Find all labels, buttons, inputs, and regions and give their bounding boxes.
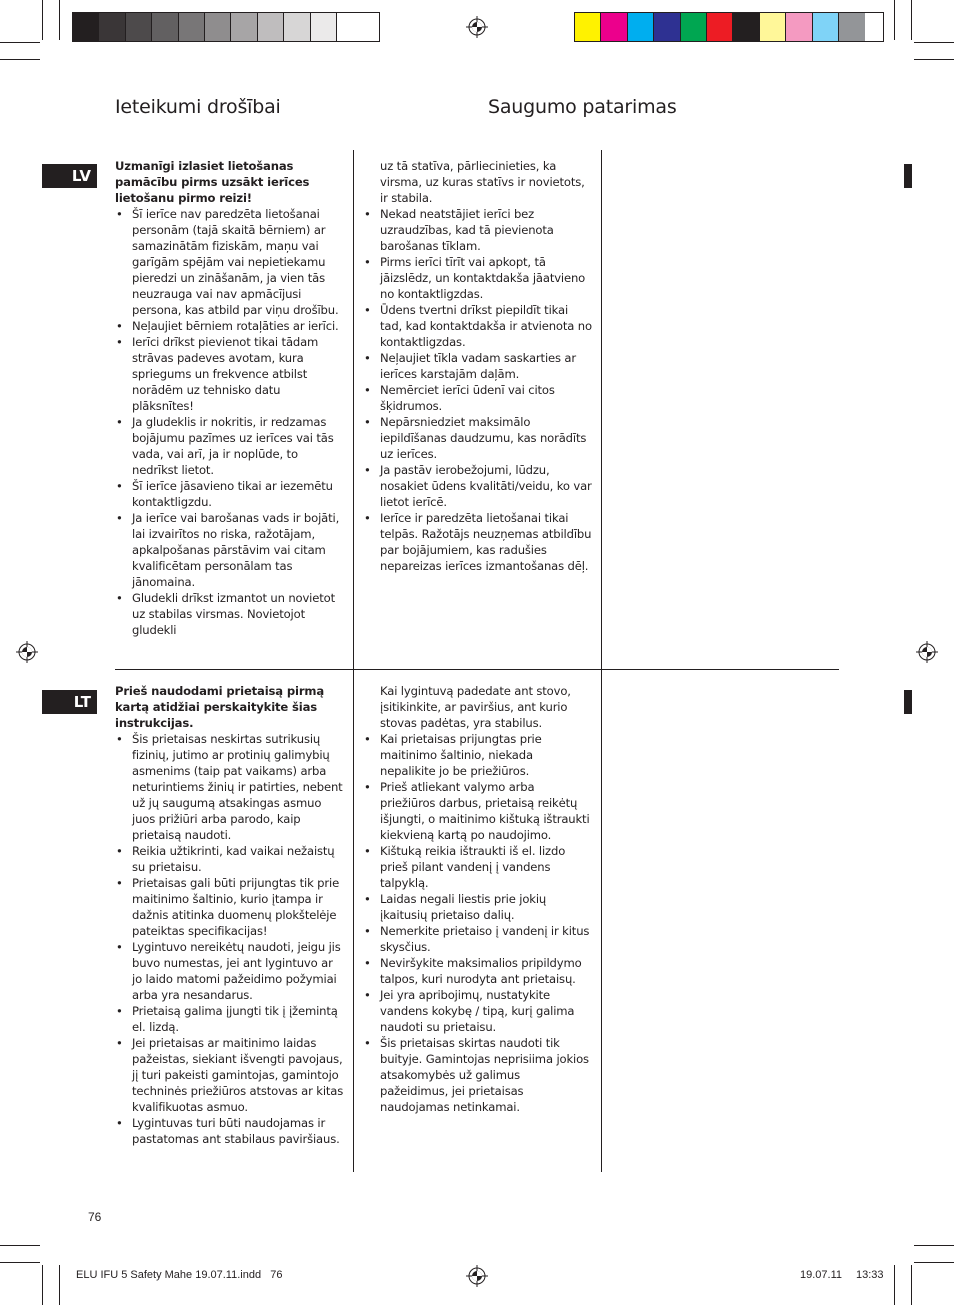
gray-swatch	[284, 13, 310, 41]
list-item: • Šis prietaisas neskirtas sutrikusių fizinių, jutimo ar protinių galimybių asmenims (taip pat vaikams) arba neturintiems žinių ir patirties, nebent už jų saugumą atsakingas asmuo juos prižiūri arba parodo, kaip prietaisą naudoti.	[115, 731, 345, 843]
list-item: • Gludekli drīkst izmantot un novietot uz stabilas virsmas. Novietojot gludekli	[115, 590, 343, 638]
list-item: • Nekad neatstājiet ierīci bez uzraudzības, kad tā pievienota barošanas tīklam.	[363, 206, 593, 254]
list-item: • Prietaisą galima įjungti tik į įžemintą el. lizdą.	[115, 1003, 345, 1035]
gray-swatch	[126, 13, 152, 41]
crop-mark	[59, 0, 60, 40]
color-swatch	[654, 13, 680, 41]
gray-swatch	[258, 13, 284, 41]
list-item: • Ja ierīce vai barošanas vads ir bojāti, lai izvairītos no riska, ražotājam, apkalpošanas pārstāvim vai citam kvalificētam personālam tas jānomaina.	[115, 510, 343, 590]
gray-swatch	[311, 13, 337, 41]
crop-mark	[0, 59, 40, 60]
column-divider	[601, 150, 602, 669]
list-item: • Ierīce ir paredzēta lietošanai tikai telpās. Ražotājs neuzņemas atbildību par bojājumiem, kas radušies nepareizas ierīces izmantošanas dēļ.	[363, 510, 593, 574]
file-slug: ELU IFU 5 Safety Mahe 19.07.11.indd 76	[76, 1269, 283, 1281]
gray-swatch	[152, 13, 178, 41]
crop-mark	[914, 1262, 954, 1263]
list-item: • Ja gludeklis ir nokritis, ir redzamas bojājumu pazīmes uz ierīces vai tās vada, vai arī, ja ir noplūde, to nedrīkst lietot.	[115, 414, 343, 478]
print-time: 13:33	[856, 1269, 884, 1281]
registration-mark-icon	[466, 16, 488, 38]
lt-list-1	[115, 731, 345, 1147]
lv-column-2	[363, 158, 593, 574]
list-item: • Neviršykite maksimalios pripildymo talpos, kuri nurodyta ant prietaisų.	[363, 955, 591, 987]
section-divider	[115, 669, 839, 670]
list-item: • Lygintuvas turi būti naudojamas ir pastatomas ant stabilaus paviršiaus.	[115, 1115, 345, 1147]
list-item: • Reikia užtikrinti, kad vaikai nežaistų su prietaisu.	[115, 843, 345, 875]
crop-mark	[0, 1245, 40, 1246]
registration-mark-icon	[916, 641, 938, 663]
list-item: • Prieš atliekant valymo arba priežiūros darbus, prietaisą reikėtų išjungti, o maitinimo kištuką ištraukti kiekvieną kartą po naudojimo.	[363, 779, 591, 843]
lv-list-1	[115, 206, 343, 638]
lv-column-1	[115, 158, 343, 638]
list-item: • Kištuką reikia ištraukti iš el. lizdo prieš pilant vandenį į vandens talpyklą.	[363, 843, 591, 891]
column-divider	[353, 669, 354, 1172]
crop-mark	[911, 1265, 912, 1305]
page-number: 76	[88, 1210, 102, 1224]
list-item: • Šī ierīce nav paredzēta lietošanai personām (tajā skaitā bērniem) ar samazinātām fiziskām, maņu vai garīgām spējām vai nepietiekamu pieredzi un zināšanām, ja vien tās neuzrauga vai nav apmācījusi persona, kas atbild par viņu drošību.	[115, 206, 343, 318]
lt-list-2	[363, 731, 591, 1115]
list-item: • Nemērciet ierīci ūdenī vai citos šķidrumos.	[363, 382, 593, 414]
gray-swatch	[231, 13, 257, 41]
list-item: • Kai prietaisas prijungtas prie maitinimo šaltinio, niekada nepalikite jo be priežiūros.	[363, 731, 591, 779]
list-item: • Neļaujiet bērniem rotaļāties ar ierīci.	[115, 318, 343, 334]
lt-intro: Prieš naudodami prietaisą pirmą kartą atidžiai perskaitykite šias instrukcijas.	[115, 684, 324, 730]
gray-swatch	[205, 13, 231, 41]
crop-mark	[894, 1265, 895, 1305]
lt-continued-text: Kai lygintuvą padedate ant stovo, įsitikinkite, ar paviršius, ant kurio stovas padėtas, yra stabilus.	[380, 684, 571, 730]
lv-continued-text: uz tā statīva, pārliecinieties, ka virsma, uz kuras statīvs ir novietots, ir stabila.	[380, 159, 585, 205]
language-badge-lv: LV	[42, 164, 97, 188]
gray-swatch	[73, 13, 99, 41]
list-item: • Nemerkite prietaiso į vandenį ir kitus skysčius.	[363, 923, 591, 955]
lv-intro: Uzmanīgi izlasiet lietošanas pamācību pirms uzsākt ierīces lietošanu pirmo reizi!	[115, 159, 310, 205]
registration-mark-icon	[466, 1265, 488, 1287]
color-swatch	[601, 13, 627, 41]
lt-column-2	[363, 683, 591, 1115]
language-badge-lt: LT	[42, 690, 97, 714]
crop-mark	[914, 59, 954, 60]
list-item: • Šī ierīce jāsavieno tikai ar iezemētu kontaktligzdu.	[115, 478, 343, 510]
crop-mark	[914, 42, 954, 43]
heading-lv: Ieteikumi drošībai	[115, 96, 281, 118]
color-swatch	[681, 13, 707, 41]
list-item: • Jei yra apribojimų, nustatykite vandens kokybę / tipą, kurį galima naudoti su prietaisu.	[363, 987, 591, 1035]
crop-mark	[59, 1265, 60, 1305]
color-swatch	[813, 13, 839, 41]
crop-mark	[42, 1265, 43, 1305]
list-item: • Ja pastāv ierobežojumi, lūdzu, nosakiet ūdens kvalitāti/veidu, ko var lietot ierīcē.	[363, 462, 593, 510]
color-swatch	[760, 13, 786, 41]
crop-mark	[0, 1262, 40, 1263]
list-item: • Laidas negali liestis prie jokių įkaitusių prietaiso dalių.	[363, 891, 591, 923]
color-swatch	[786, 13, 812, 41]
list-item: • Šis prietaisas skirtas naudoti tik buityje. Gamintojas neprisiima jokios atsakomybės už galimus pažeidimus, jei prietaisas naudojamas netinkamai.	[363, 1035, 591, 1115]
column-divider	[353, 150, 354, 669]
gray-swatch	[179, 13, 205, 41]
gray-swatch	[337, 13, 363, 41]
heading-lt: Saugumo patarimas	[488, 96, 677, 118]
language-tab-right	[904, 164, 912, 188]
list-item: • Ierīci drīkst pievienot tikai tādam strāvas padeves avotam, kura spriegums un frekvence atbilst norādēm uz tehnisko datu plāksnītes!	[115, 334, 343, 414]
print-date: 19.07.11	[800, 1269, 843, 1281]
registration-mark-icon	[16, 641, 38, 663]
list-item: • Jei prietaisas ar maitinimo laidas pažeistas, siekiant išvengti pavojaus, jį turi pakeisti gamintojas, gamintojo techninės priežiūros atstovas ar kitas kvalifikuotas asmuo.	[115, 1035, 345, 1115]
color-calibration-bar	[574, 12, 884, 42]
crop-mark	[0, 42, 40, 43]
lv-list-2	[363, 206, 593, 574]
color-swatch	[839, 13, 865, 41]
crop-mark	[914, 1245, 954, 1246]
color-swatch	[733, 13, 759, 41]
list-item: • Prietaisas gali būti prijungtas tik prie maitinimo šaltinio, kurio įtampa ir dažnis atitinka duomenų plokštelėje pateiktas specifikacijas!	[115, 875, 345, 939]
color-swatch	[575, 13, 601, 41]
list-item: • Lygintuvo nereikėtų naudoti, jeigu jis buvo numestas, jei ant lygintuvo ar jo laido matomi pažeidimo požymiai arba yra nesandarus.	[115, 939, 345, 1003]
list-item: • Ūdens tvertni drīkst piepildīt tikai tad, kad kontaktdakša ir atvienota no kontaktligzdas.	[363, 302, 593, 350]
list-item: • Neļaujiet tīkla vadam saskarties ar ierīces karstajām daļām.	[363, 350, 593, 382]
crop-mark	[894, 0, 895, 40]
column-divider	[601, 669, 602, 1172]
list-item: • Pirms ierīci tīrīt vai apkopt, tā jāizslēdz, un kontaktdakša jāatvieno no kontaktligzdas.	[363, 254, 593, 302]
crop-mark	[42, 0, 43, 40]
language-tab-right	[904, 690, 912, 714]
color-swatch	[628, 13, 654, 41]
gray-swatch	[99, 13, 125, 41]
crop-mark	[911, 0, 912, 40]
list-item: • Nepārsniedziet maksimālo iepildīšanas daudzumu, kas norādīts uz ierīces.	[363, 414, 593, 462]
grayscale-calibration-bar	[72, 12, 380, 42]
lt-column-1	[115, 683, 345, 1147]
color-swatch	[707, 13, 733, 41]
